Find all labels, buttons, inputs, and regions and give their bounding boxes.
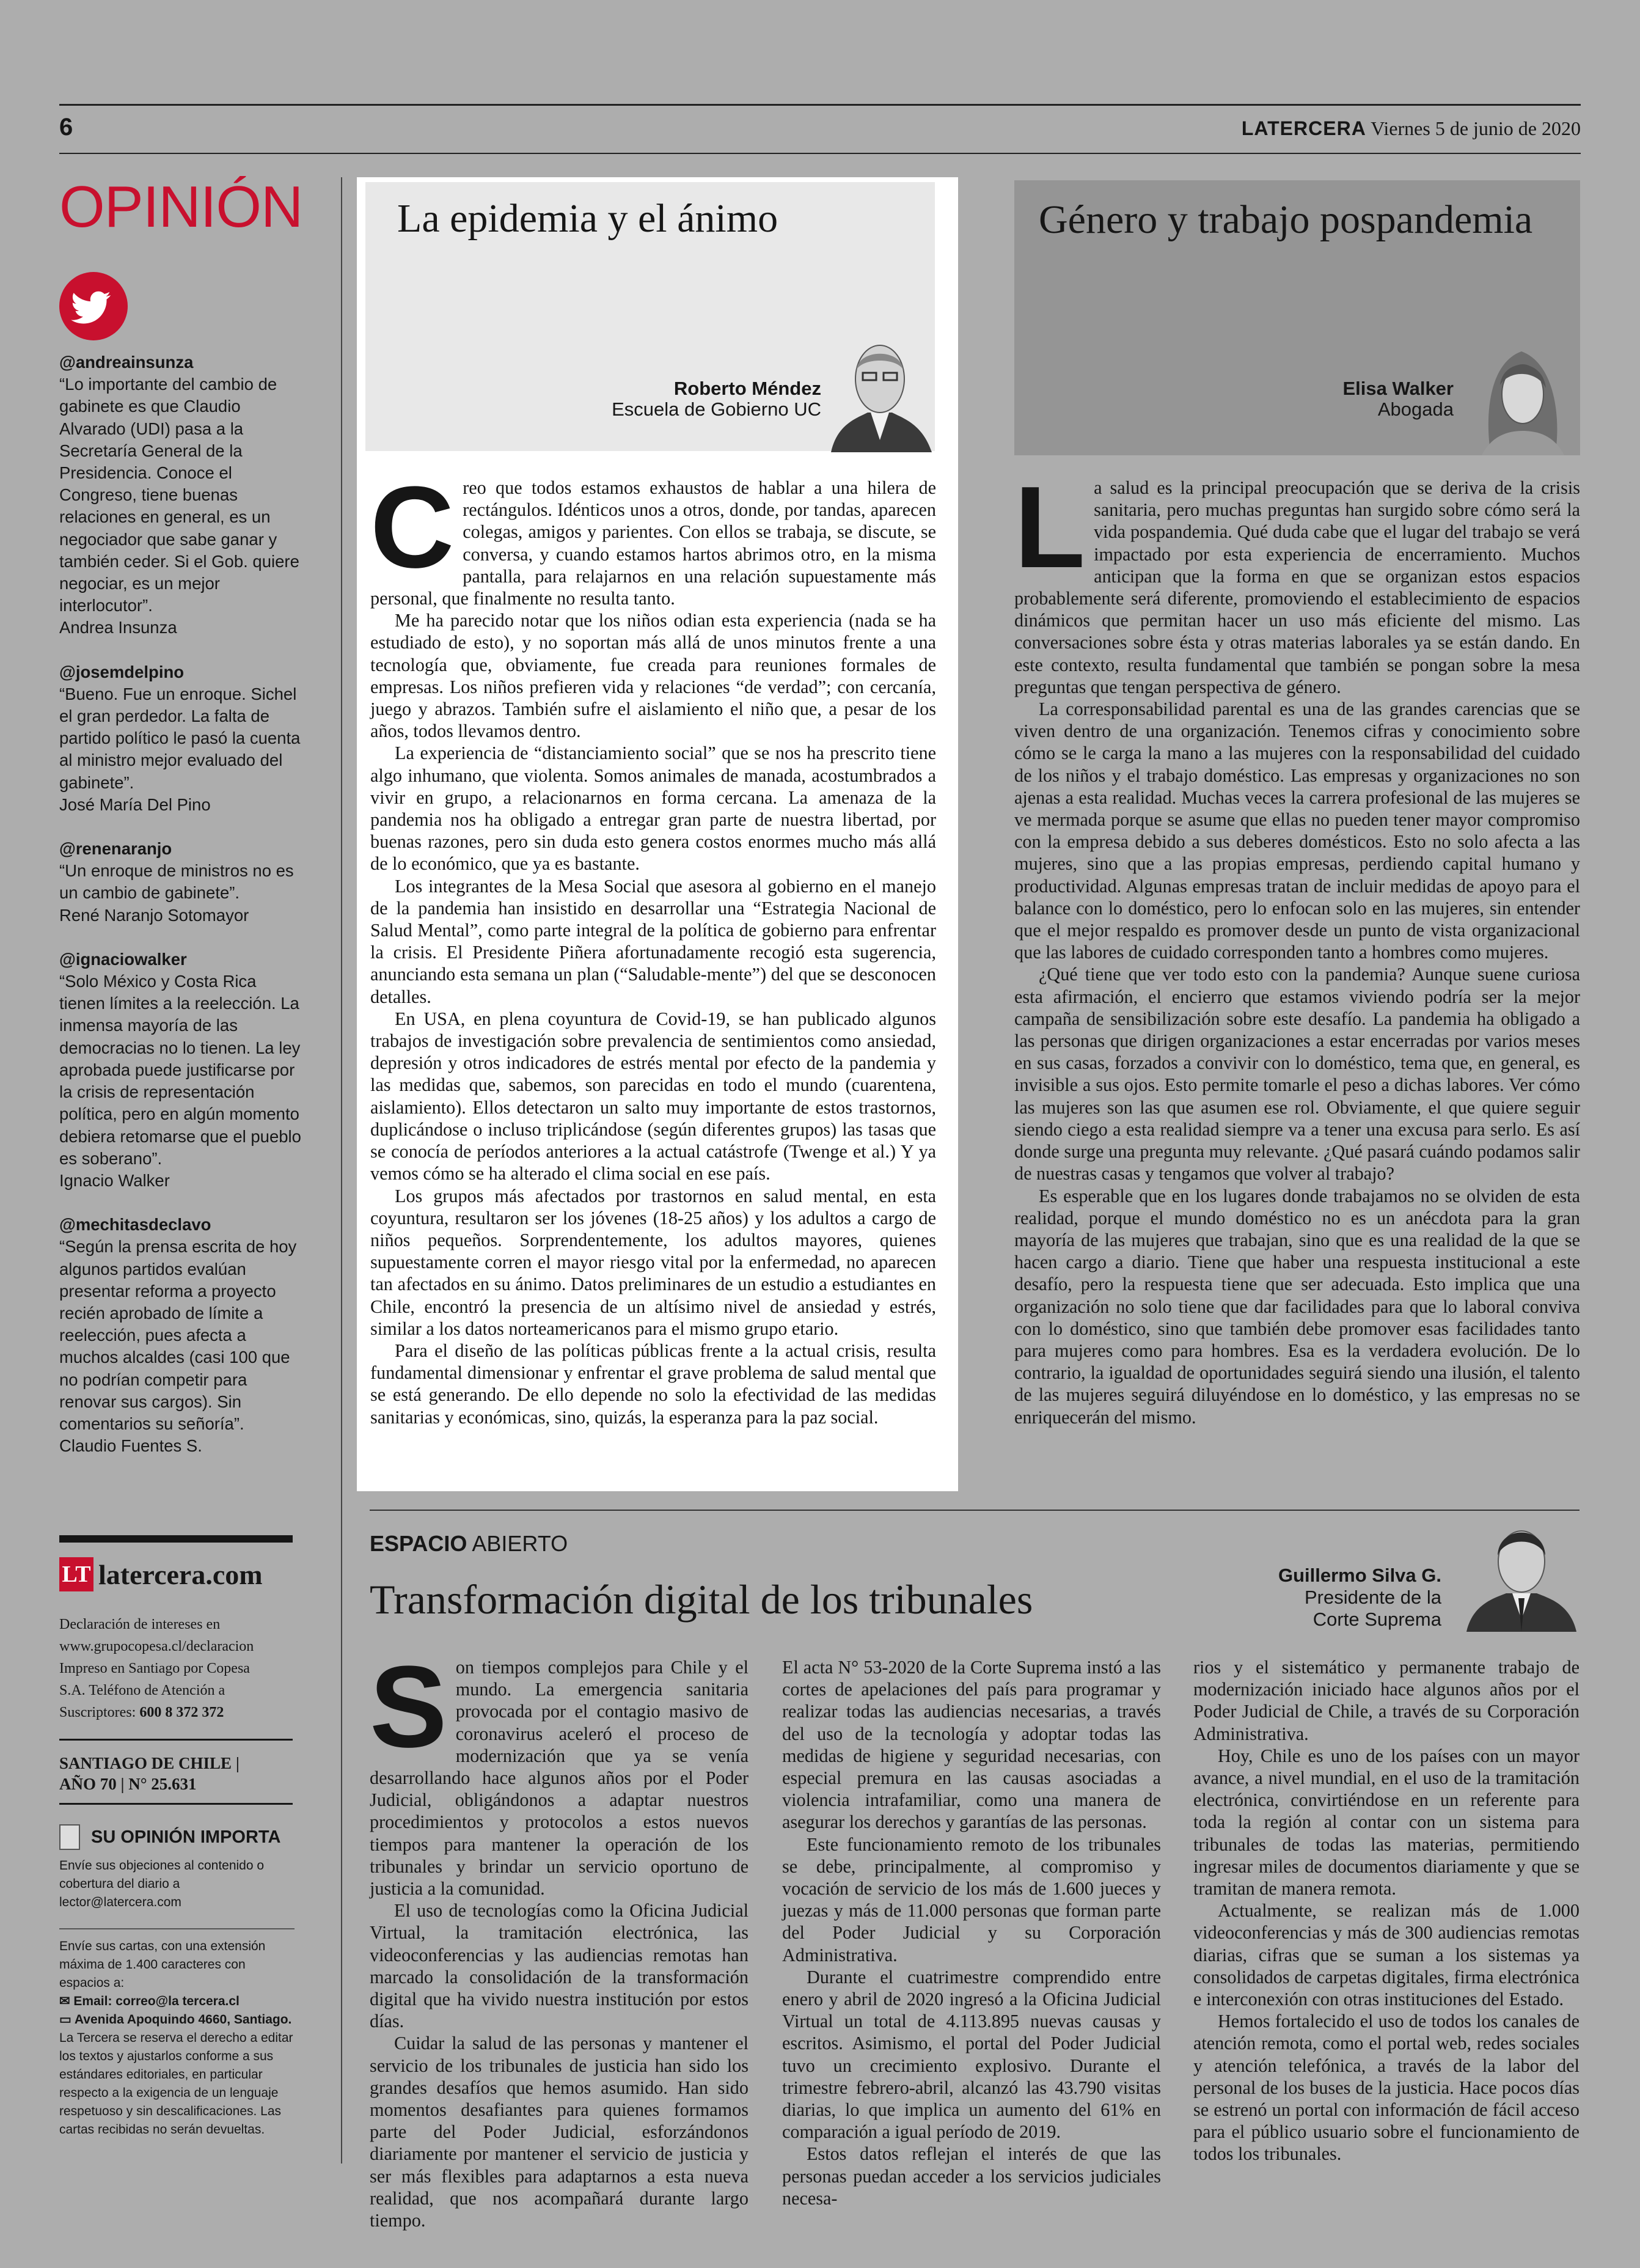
tweet-item: [59, 949, 304, 1192]
article2-paragraph: Es esperable que en los lugares donde trabajamos no se olviden de esta realidad, porque el mundo doméstico no es un anécdota para la gran mayoría de las mujeres que trabajan, sino que es una realidad de la que se hacen cargo a diario. Tiene que haber una respuesta institucional a este desafío, pero la respuesta tiene que ser adecuada. Esto implica que una organización no solo tiene que dar facilidades para que lo laboral conviva con lo doméstico, sino que también debe promover esas facilidades tanto para mujeres como para hombres. Esa es la verdadera evolución. De lo contrario, la igualdad de oportunidades seguirá siendo una ilusión, el talento de las mujeres seguirá diluyéndose en lo doméstico, y las empresas no se enriquecerán del mismo.: [1014, 1185, 1580, 1428]
article1-paragraph: En USA, en plena coyuntura de Covid-19, se han publicado algunos trabajos de investigación sobre prevalencia de sentimientos como ansiedad, depresión y otros indicadores de estrés mental por efecto de la pandemia y las medidas que, sabemos, son parecidas en todo el mundo (cuarentena, aislamiento). Ellos detectaron un salto muy importante de estos trastornos, duplicándose o incluso triplicándose (según diferentes grupos) las tasas que se conocía de períodos anteriores a la actual catástrofe (Twenge et al.) Y ya vemos cómo se ha alterado el clima social en ese país.: [370, 1008, 936, 1184]
article2-author: Elisa Walker: [1342, 378, 1454, 399]
sidebar-divider: [59, 1803, 293, 1805]
masthead-date: Viernes 5 de junio de 2020: [1371, 117, 1581, 139]
tweet-author: Ignacio Walker: [59, 1170, 170, 1190]
edition-number: AÑO 70 | N° 25.631: [59, 1775, 197, 1793]
letters-disclaimer: La Tercera se reserva el derecho a editar los textos y ajustarlos conforme a sus estándares editoriales, en particular respecto a la exigencia de un lenguaje respetuoso y sin descalificaciones. Las cartas recibidas no serán devueltas.: [59, 2031, 293, 2137]
article1-paragraph: Los integrantes de la Mesa Social que asesora al gobierno en el manejo de la pandemia han insistido en desarrollar una “Estrategia Nacional de Salud Mental”, como parte integral de la política de gobierno para enfrentar la crisis. El Presidente Piñera afortunadamente recogió esta sugerencia, anunciando esta semana un plan (“Saludable-mente”) del que se desconocen detalles.: [370, 875, 936, 1007]
dropcap: L: [1014, 463, 1086, 592]
tweet-text: “Lo importante del cambio de gabinete es que Claudio Alvarado (UDI) pasa a la Secretaría General de la Presidencia. Conoce el Congreso, tiene buenas relaciones en general, es un negociador que sabe ganar y también ceder. Si el Gob. quiere negociar, es un mejor interlocutor”.: [59, 375, 299, 615]
tweet-handle[interactable]: @ignaciowalker: [59, 949, 187, 969]
tweet-text: “Un enroque de ministros no es un cambio de gabinete”.: [59, 861, 294, 903]
twitter-icon: [59, 272, 128, 340]
su-opinion-text: Envíe sus objeciones al contenido o cobertura del diario a lector@latercera.com: [59, 1859, 265, 1909]
article1-author-role: Escuela de Gobierno UC: [612, 398, 821, 420]
article1-paragraph: Me ha parecido notar que los niños odian esta experiencia (nada se ha estudiado de esto), y no soportan más allá de unos minutos frente a una tecnología que, obviamente, fue creada para reuniones formales de empresas. Los niños prefieren vida y relaciones “de verdad”; con cercanía, juego y abrazos. También sufre el aislamiento el niño que, a pesar de los años, todos llevamos dentro.: [370, 610, 936, 742]
kicker-bold: ESPACIO: [370, 1531, 467, 1556]
header-rule-bottom: [59, 153, 1581, 154]
tweet-handle[interactable]: @josemdelpino: [59, 662, 185, 681]
article2-body: [1014, 463, 1580, 1428]
sidebar-divider: [59, 1739, 293, 1741]
tweet-item: [59, 351, 304, 639]
article3-kicker: [370, 1531, 568, 1557]
article1-title: La epidemia y el ánimo: [397, 196, 778, 241]
paragraph-text: a salud es la principal preocupación que se deriva de la crisis sanitaria, pero muchas preguntas han surgido sobre cómo será la vida pospandemia. Qué duda cabe que el lugar del trabajo se verá impactado por esta experiencia de encerramiento. Muchos anticipan que la forma en que se organizan estos espacios probablemente será diferente, promoviendo el establecimiento de espacios dinámicos que permitan hacer un uso más eficiente del mismo. Las conversaciones sobre ésta y otras materias laborales ya se están dando. En este contexto, resulta fundamental que también se pongan sobre la mesa preguntas que tengan perspectiva de género.: [1014, 477, 1580, 697]
header-rule: [59, 104, 1581, 106]
edition-info: [59, 1753, 240, 1794]
paragraph-text: reo que todos estamos exhaustos de hablar a una hilera de rectángulos. Idénticos unos a otros, donde, por tandas, aparecen colegas, amigos y parientes. Con ellos se trabaja, se discute, se conversa, y cuando estamos hartos abrimos otro, en la misma pantalla, para relajarnos en una relación supuestamente más personal, que finalmente no resulta tanto.: [370, 477, 936, 609]
article2-title: Género y trabajo pospandemia: [1039, 197, 1533, 242]
article3-paragraph: Actualmente, se realizan más de 1.000 videoconferencias y más de 300 audiencias remotas diarias, cifras que se suman a los sistemas ya consolidados de carpetas digitales, firma electrónica e interconexión con otras instituciones del Estado.: [1193, 1900, 1580, 2010]
edition-place: SANTIAGO DE CHILE |: [59, 1754, 240, 1772]
site-name: latercera.com: [98, 1558, 263, 1590]
tweet-text: “Según la prensa escrita de hoy algunos partidos evalúan presentar reforma a proyecto recién aprobado de límite a reelección, pues afecta a muchos alcaldes (casi 100 que no podrían competir para renovar sus cargos). Sin comentarios su señoría”.: [59, 1237, 297, 1433]
tweet-text: “Bueno. Fue un enroque. Sichel el gran perdedor. La falta de partido político le pasó la cuenta al ministro mejor evaluado del gabinete”.: [59, 684, 301, 792]
tweet-item: [59, 1214, 304, 1457]
tweet-list: [59, 351, 304, 1479]
dropcap: C: [370, 463, 455, 592]
dropcap: S: [370, 1642, 447, 1772]
article3-paragraph: [370, 1642, 749, 1899]
author-photo: [1463, 1513, 1580, 1632]
article3-paragraph: Este funcionamiento remoto de los tribunales se debe, principalmente, al compromiso y vocación de servicio de los más de 1.600 jueces y juezas y más de 11.000 personas que forman parte del Poder Judicial y su Corporación Administrativa.: [782, 1833, 1161, 1965]
article3-paragraph: Cuidar la salud de las personas y mantener el servicio de los tribunales de justicia han sido los grandes desafíos que hemos asumido. Han sido momentos desafiantes para quienes formamos parte del Poder Judicial, esforzándonos diariamente por mantener el servicio de justicia y ser más flexibles para adaptarnos a esta nueva realidad, que nos acompañará durante largo tiempo.: [370, 2033, 749, 2231]
sidebar-divider: [59, 1535, 293, 1543]
tweet-item: [59, 838, 304, 927]
sidebar-divider: [59, 1928, 295, 1929]
tweet-handle[interactable]: @renenaranjo: [59, 839, 172, 859]
site-info-line: S.A. Teléfono de Atención a: [59, 1683, 225, 1698]
article3-paragraph: Durante el cuatrimestre comprendido entre enero y abril de 2020 ingresó a la Oficina Judicial Virtual un total de 4.113.895 nuevas causas y escritos. Asimismo, el portal del Poder Judicial tuvo un crecimiento explosivo. Durante el trimestre febrero-abril, alcanzó las 43.790 visitas diarias, lo que implica un aumento del 61% en comparación a igual período de 2019.: [782, 1966, 1161, 2143]
author-photo: [825, 327, 935, 452]
article3-column: [1193, 1656, 1580, 2165]
tweet-handle[interactable]: @andreainsunza: [59, 353, 194, 372]
article2-paragraph: La corresponsabilidad parental es una de las grandes carencias que se viven dentro de una organización. Tenemos cifras y conocimiento sobre cómo se le carga la mano a las mujeres con la responsabilidad del cuidado de los niños y el trabajo doméstico. Las empresas y organizaciones no son ajenas a esta realidad. Muchas veces la carrera profesional de las mujeres se ve mermada porque se asume que ellas no pueden tener mayor compromiso con la empresa debido a sus deberes domésticos. Esto no solo afecta a las mujeres, sino que a las propias empresas, perdiendo capital humano y productividad. Algunas empresas tratan de incluir medidas de apoyo para el balance con lo doméstico, pero lo enfocan solo en las mujeres, sin entender que el mejor respaldo es promover desde un punto de vista organizacional que las labores de cuidado corresponden tanto a hombres como mujeres.: [1014, 699, 1580, 963]
section-rule: [370, 1510, 1580, 1511]
site-logo[interactable]: [59, 1557, 263, 1591]
article3-paragraph: Hemos fortalecido el uso de todos los canales de atención remota, como el portal web, redes sociales y atención telefónica, a través de la labor del personal de los buses de la justicia. Hace pocos días se estrenó un portal con información de fácil acceso para el público usuario sobre el funcionamiento de todos los tribunales.: [1193, 2011, 1580, 2165]
column-divider: [341, 177, 342, 2163]
site-phone-line: [59, 1701, 298, 1723]
article1-paragraph: [370, 463, 936, 609]
article1-body: [370, 463, 936, 1428]
tweet-item: [59, 661, 304, 816]
masthead: [1242, 117, 1581, 140]
tweet-author: Claudio Fuentes S.: [59, 1436, 202, 1456]
article2-paragraph: ¿Qué tiene que ver todo esto con la pandemia? Aunque suene curiosa esta afirmación, el encierro que estamos viviendo podría ser la mejor campaña de sensibilización sobre este desafío. La pandemia ha obligado a las personas que dirigen organizaciones a estar encerradas por varios meses en sus casas, forzados a convivir con lo doméstico, tema que, en general, es invisible a sus ojos. Esto permite tomarle el peso a dichas labores. Ver cómo las mujeres son las que asumen ese rol. Obviamente, el que quiere seguir siendo ciego a esta realidad siempre va a tener una excusa para serlo. Es así donde surge una pregunta muy relevante. ¿Qué pasará cuándo podamos salir de nuestras casas y tengamos que volver al trabajo?: [1014, 964, 1580, 1184]
article1-paragraph: Para el diseño de las políticas públicas frente a la actual crisis, resulta fundamental dimensionar y enfrentar el grave problema de salud mental que se está generando. De ello depende no solo la efectividad de las medidas sanitarias y económicas, sino, quizás, la esperanza para la paz social.: [370, 1340, 936, 1428]
letters-text: Envíe sus cartas, con una extensión máxima de 1.400 caracteres con espacios a:: [59, 1939, 266, 1990]
article2-paragraph: [1014, 463, 1580, 698]
document-icon: [59, 1824, 80, 1850]
article3-paragraph: El uso de tecnologías como la Oficina Judicial Virtual, la tramitación electrónica, las videoconferencias y las audiencias remotas han marcado la consolidación de la transformación digital que ha vivido nuestra institución por estos días.: [370, 1900, 749, 2032]
page-number: 6: [59, 114, 73, 141]
article2-author-role: Abogada: [1377, 398, 1454, 420]
article3-paragraph: El acta N° 53-2020 de la Corte Suprema instó a las cortes de apelaciones del país para programar y realizar todas las audiencias necesarias, a través del uso de la tecnología y adoptar todas las medidas de higiene y seguridad necesarias, con especial premura en las causas asociadas a violencia intrafamiliar, como una manera de asegurar los derechos y garantías de las personas.: [782, 1657, 1161, 1833]
article3-title: Transformación digital de los tribunales: [370, 1576, 1033, 1623]
article3-author: Guillermo Silva G.: [1278, 1565, 1441, 1586]
article3-column: [370, 1642, 749, 2231]
article1-author: Roberto Méndez: [673, 378, 821, 399]
article3-paragraph: Hoy, Chile es uno de los países con un mayor avance, a nivel mundial, en el uso de la tramitación electrónica, convirtiéndose en un referente para toda la región al contar con un sistema para tribunales de todas las materias, permitiendo ingresar miles de documentos diariamente y que se tramitan de manera remota.: [1193, 1745, 1580, 1899]
letters-address: ▭ Avenida Apoquindo 4660, Santiago.: [59, 2013, 292, 2027]
tweet-handle[interactable]: @mechitasdeclavo: [59, 1215, 211, 1235]
site-info-link[interactable]: www.grupocopesa.cl/declaracion: [59, 1639, 254, 1654]
site-info-line: Impreso en Santiago por Copesa: [59, 1661, 250, 1676]
phone-number: 600 8 372 372: [139, 1705, 224, 1720]
section-title: OPINIÓN: [59, 174, 303, 240]
article3-paragraph: rios y el sistemático y permanente trabajo de modernización iniciado hace algunos años por el Poder Judicial de Chile, a través de su Corporación Administrativa.: [1193, 1657, 1580, 1744]
letters-info: [59, 1937, 295, 2139]
letters-email[interactable]: ✉ Email: correo@la tercera.cl: [59, 1994, 240, 2008]
article1-paragraph: Los grupos más afectados por trastornos en salud mental, en esta coyuntura, resultaron ser los jóvenes (18-25 años) y los adultos a cargo de niños pequeños. Sorprendentemente, los adultos mayores, quienes supuestamente corren el mayor riesgo vital por la enfermedad, no aparecen tan afectados en su ánimo. Datos preliminares de un estudio a estudiantes en Chile, encontró la presencia de un altísimo nivel de ansiedad y estrés, similar a los datos norteamericanos para el mismo grupo etario.: [370, 1185, 936, 1339]
su-opinion-header: [59, 1824, 280, 1850]
article1-paragraph: La experiencia de “distanciamiento social” que se nos ha prescrito tiene algo inhumano, que violenta. Somos animales de manada, acostumbrados a vivir en grupo, a relacionarnos en forma cercana. La amenaza de la pandemia nos ha obligado a entregar gran parte de nuestra libertad, por buenas razones, pero sin duda esto genera costos enormes mucho más allá de lo económico, que ya es bastante.: [370, 743, 936, 875]
paragraph-text: on tiempos complejos para Chile y el mundo. La emergencia sanitaria provocada por el contagio masivo de coronavirus aceleró el proceso de modernización que ya se venía desarrollando hace algunos años por el Poder Judicial, obligándonos a adaptar nuestros procedimientos y protocolos a estos nuevos tiempos para mantener la operación de los tribunales y brindar un servicio oportuno de justicia a la comunidad.: [370, 1657, 749, 1899]
tweet-text: “Solo México y Costa Rica tienen límites a la reelección. La inmensa mayoría de las democracias no lo tienen. La ley aprobada puede justificarse por la crisis de representación política, pero en algún momento debiera retomarse que el pueblo es soberano”.: [59, 972, 301, 1168]
article3-column: [782, 1656, 1161, 2209]
article3-author-role: Presidente de la Corte Suprema: [1304, 1587, 1441, 1630]
tweet-author: Andrea Insunza: [59, 618, 177, 637]
su-opinion-title: SU OPINIÓN IMPORTA: [91, 1827, 281, 1847]
masthead-brand: LATERCERA: [1241, 117, 1366, 139]
site-info: [59, 1613, 298, 1723]
lt-logo-icon: LT: [59, 1557, 93, 1591]
author-photo: [1463, 327, 1580, 455]
tweet-author: José María Del Pino: [59, 795, 211, 814]
site-info-line: Declaración de intereses en: [59, 1617, 221, 1632]
article3-paragraph: Estos datos reflejan el interés de que las personas puedan acceder a los servicios judiciales necesa-: [782, 2143, 1161, 2209]
phone-label: Suscriptores:: [59, 1705, 136, 1720]
tweet-author: René Naranjo Sotomayor: [59, 905, 249, 925]
kicker-rest: ABIERTO: [472, 1531, 568, 1556]
